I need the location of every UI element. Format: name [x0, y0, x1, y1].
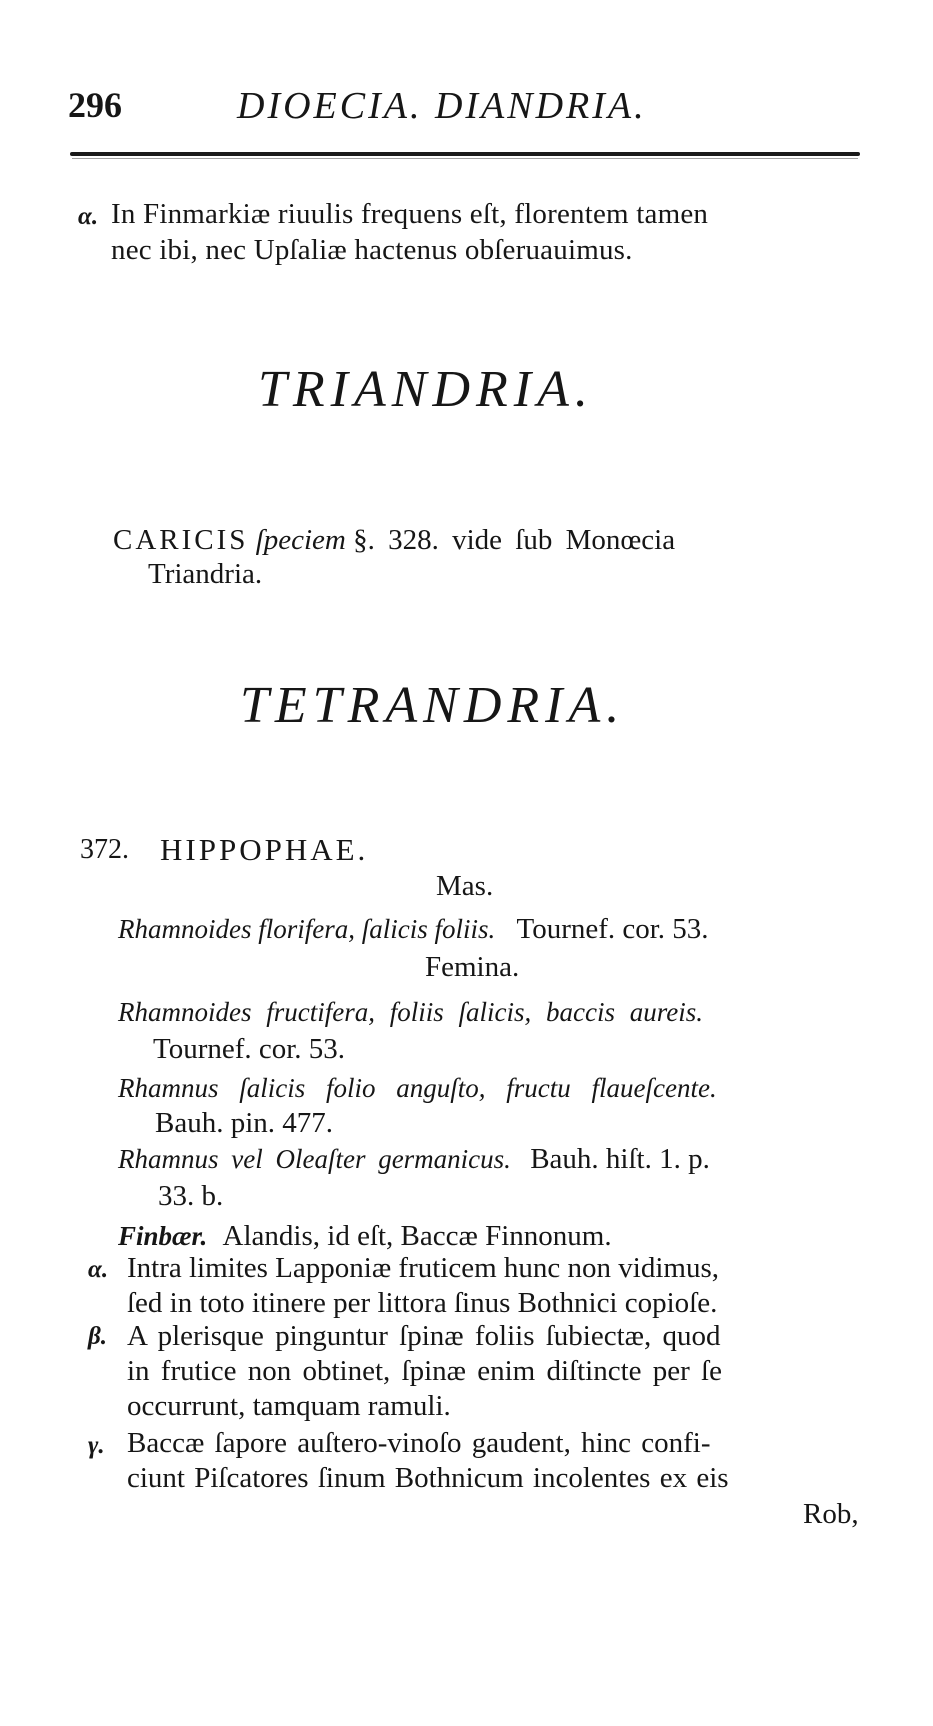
- femina-synonym-3-ref: Bauh. hiſt. 1. p.: [530, 1143, 710, 1175]
- caricis-line-2: Triandria.: [148, 558, 263, 590]
- caricis-line: [113, 524, 675, 557]
- catchword: Rob,: [803, 1498, 859, 1530]
- femina-synonym-2-ref: Bauh. pin. 477.: [155, 1107, 334, 1139]
- femina-synonym-3-name: Rhamnus vel Oleaſter germanicus.: [118, 1144, 511, 1174]
- note-2-marker: β.: [88, 1323, 108, 1350]
- note-3-marker: γ.: [88, 1432, 105, 1459]
- genus-number: 372.: [80, 834, 129, 865]
- header-rule: [70, 152, 860, 156]
- caricis-speciem: ſpeciem: [255, 524, 346, 556]
- note-2-line-3: occurrunt, tamquam ramuli.: [127, 1390, 451, 1422]
- intro-line-2: nec ibi, nec Upſaliæ hactenus obſeruauimus.: [111, 234, 633, 266]
- finbaer-line: [118, 1220, 612, 1253]
- mas-label: Mas.: [436, 870, 494, 902]
- section-heading-tetrandria: TETRANDRIA.: [240, 677, 626, 734]
- mas-synonym: [118, 913, 709, 946]
- femina-label: Femina.: [425, 951, 520, 983]
- finbaer-text: Alandis, id eſt, Baccæ Finnonum.: [222, 1220, 612, 1252]
- femina-synonym-3-ref-cont: 33. b.: [158, 1180, 224, 1212]
- note-2-line-2: in frutice non obtinet, ſpinæ enim diſtincte per ſe: [127, 1355, 722, 1387]
- femina-synonym-2: Rhamnus ſalicis folio anguſto, fructu flaueſcente.: [118, 1073, 717, 1103]
- mas-synonym-ref: Tournef. cor. 53.: [516, 913, 709, 945]
- header-rule-shadow: [72, 158, 858, 159]
- note-3-line-1: Baccæ ſapore auſtero-vinoſo gaudent, hinc confi-: [127, 1427, 711, 1459]
- note-1-line-2: ſed in toto itinere per littora ſinus Bothnici copioſe.: [127, 1287, 718, 1319]
- intro-line-1: In Finmarkiæ riuulis frequens eſt, florentem tamen: [111, 198, 709, 230]
- femina-synonym-1-ref: Tournef. cor. 53.: [153, 1033, 346, 1065]
- note-1-marker: α.: [88, 1256, 109, 1283]
- femina-synonym-3: [118, 1143, 710, 1176]
- note-3-line-2: ciunt Piſcatores ſinum Bothnicum incolentes ex eis: [127, 1462, 729, 1494]
- section-heading-triandria: TRIANDRIA.: [258, 361, 594, 418]
- femina-synonym-1: Rhamnoides fructifera, foliis ſalicis, baccis aureis.: [118, 997, 703, 1027]
- caricis-rest: §. 328. vide ſub Monœcia: [353, 524, 676, 556]
- mas-synonym-name: Rhamnoides florifera, ſalicis foliis.: [118, 914, 496, 944]
- running-title: DIOECIA. DIANDRIA.: [237, 85, 647, 127]
- page-number: 296: [68, 85, 122, 125]
- finbaer-label: Finbær.: [118, 1221, 208, 1251]
- caricis-name: CARICIS: [113, 524, 249, 556]
- note-1-line-1: Intra limites Lapponiæ fruticem hunc non vidimus,: [127, 1252, 719, 1284]
- intro-marker: α.: [78, 203, 99, 230]
- note-2-line-1: A plerisque pinguntur ſpinæ foliis ſubiectæ, quod: [127, 1320, 721, 1352]
- genus-name: HIPPOPHAE.: [160, 832, 369, 867]
